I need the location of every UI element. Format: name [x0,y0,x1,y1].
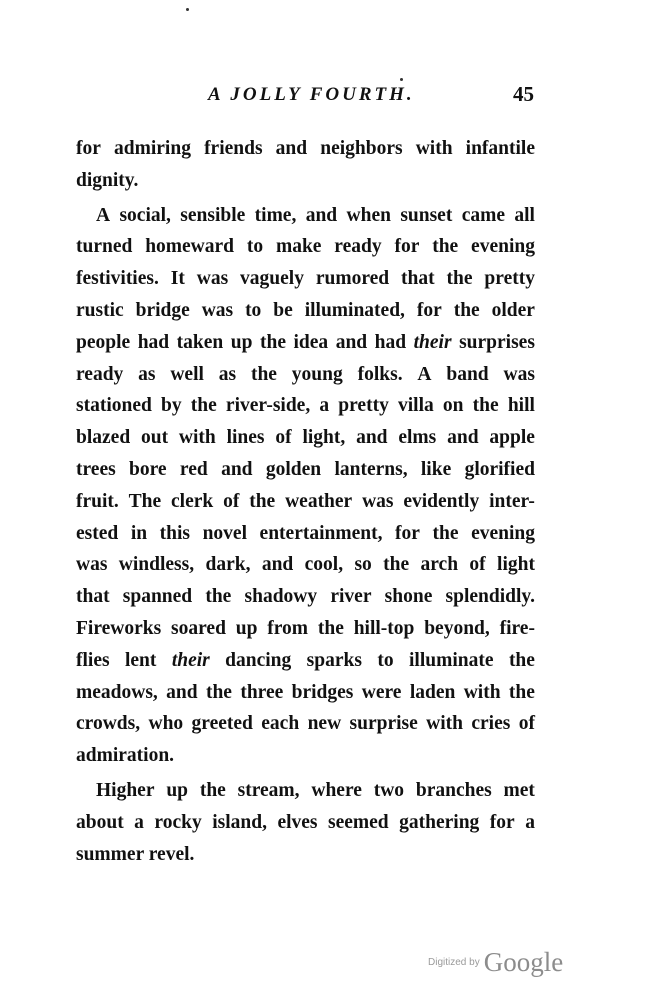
text-line: fruit. The clerk of the weather was evidently inter- [76,490,535,512]
text-line: dignity. [76,169,139,191]
text-line: people had taken up the idea and had their surprises [76,331,535,353]
text-line: trees bore red and golden lanterns, like glorified [76,458,535,480]
text-line: A social, sensible time, and when sunset came all [96,204,535,226]
text-line: Fireworks soared up from the hill-top beyond, fire- [76,617,535,639]
text-line: admiration. [76,745,175,767]
paragraph [76,775,535,870]
paragraph [76,200,535,772]
text-line: that spanned the shadowy river shone splendidly. [76,586,535,608]
text-line: rustic bridge was to be illuminated, for the older [76,299,535,321]
body-text [76,133,535,870]
running-title: A JOLLY FOURTH. [208,84,415,105]
text-line: stationed by the river-side, a pretty villa on the hill [76,395,535,417]
digitized-watermark [428,947,563,978]
google-logo: Google [483,947,564,977]
paragraph [76,133,535,197]
ink-speck [400,78,403,81]
text-line: festivities. It was vaguely rumored that the pretty [76,268,535,290]
text-line: about a rocky island, elves seemed gathering for a [76,811,535,833]
text-line: for admiring friends and neighbors with infantile [76,138,535,159]
text-line: crowds, who greeted each new surprise with cries of [76,713,535,735]
text-line: turned homeward to make ready for the evening [76,236,535,258]
text-line: Higher up the stream, where two branches met [96,779,535,801]
page-header [0,84,665,114]
text-line: summer revel. [76,843,195,865]
text-line: flies lent their dancing sparks to illuminate the [76,649,535,671]
ink-speck [186,8,189,11]
text-line: meadows, and the three bridges were laden with the [76,681,535,703]
text-line: ready as well as the young folks. A band was [76,363,535,385]
watermark-prefix: Digitized by [428,957,480,968]
text-line: ested in this novel entertainment, for the evening [76,522,535,544]
text-line: blazed out with lines of light, and elms and apple [76,427,535,449]
page-number: 45 [513,82,534,106]
text-line: was windless, dark, and cool, so the arch of light [76,554,535,576]
